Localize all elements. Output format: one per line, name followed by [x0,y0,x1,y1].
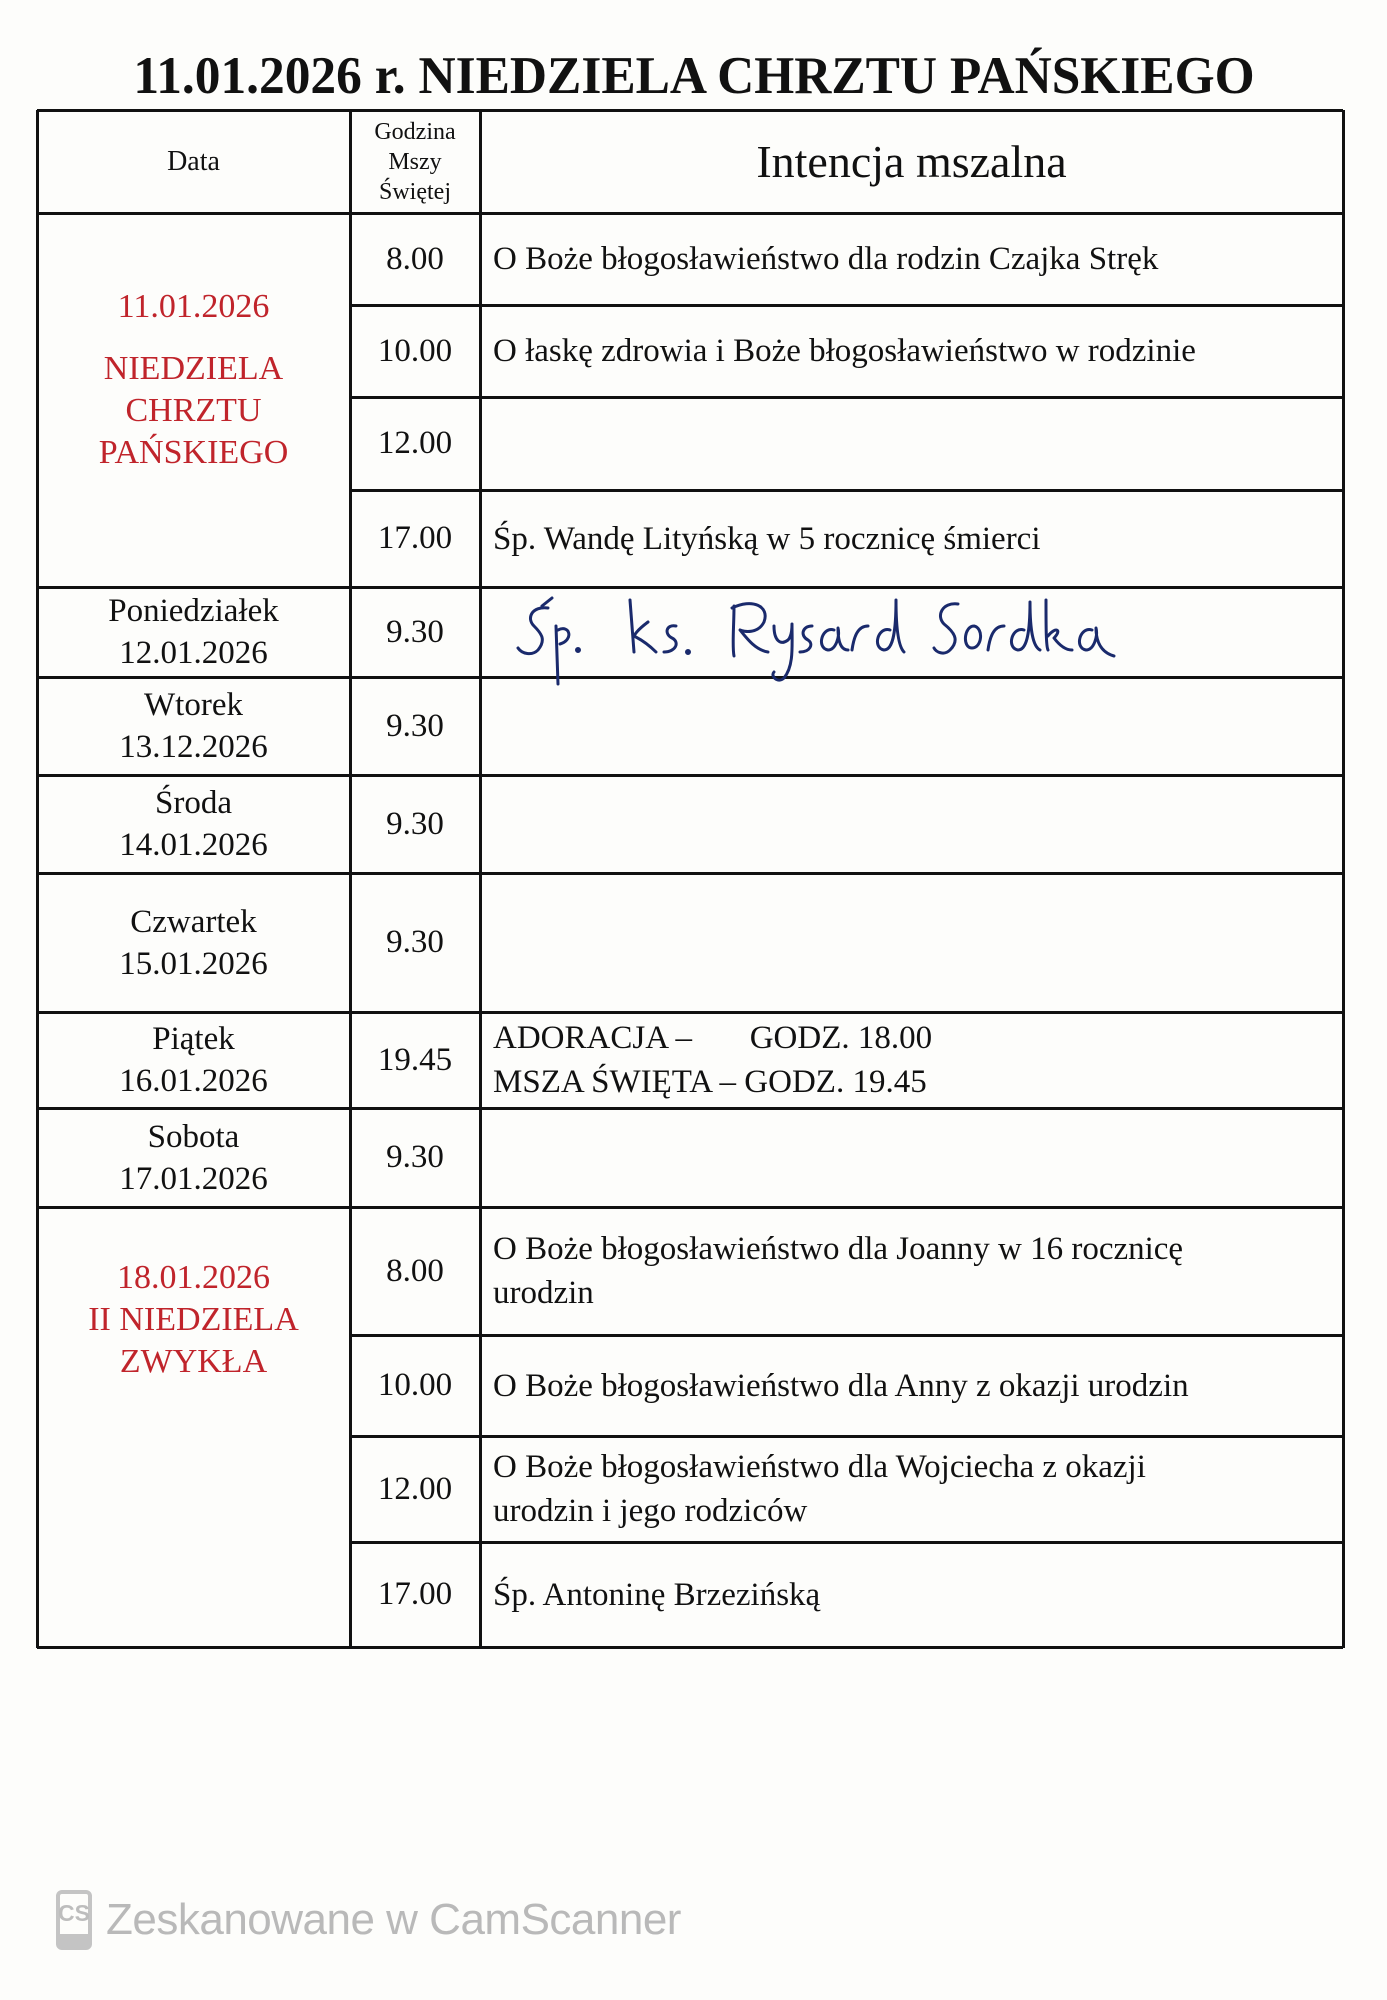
mass-intention [480,873,1343,1012]
mass-intention [480,305,1343,397]
mass-intention [480,1335,1343,1436]
intention-text [493,1227,1183,1315]
mass-time-value: 17.00 [377,1576,453,1612]
mass-intention [480,213,1343,305]
intention-text [493,237,1158,281]
camscanner-logo-text: CS [58,1900,90,1926]
day-label-line: Poniedziałek [108,593,279,629]
mass-time [350,213,480,305]
day-label-line: Wtorek [144,687,243,723]
intention-text [493,1364,1189,1408]
mass-time [350,1207,480,1335]
mass-intention [480,1542,1343,1647]
table-right-border [1342,110,1345,1648]
day-label-line: NIEDZIELA [103,350,284,387]
mass-time-value: 10.00 [377,1367,453,1403]
row-divider [350,1334,1343,1337]
mass-time-value: 12.00 [377,1470,453,1507]
row-divider [350,1541,1343,1544]
header-godzina-line: Mszy [388,148,442,175]
mass-time-value: 9.30 [386,613,444,650]
day-label-line: 15.01.2026 [119,945,268,982]
row-divider [350,304,1343,307]
header-intencja-label: Intencja mszalna [756,136,1067,187]
day-label-line: 17.01.2026 [119,1160,268,1197]
mass-time-value: 9.30 [386,924,444,960]
intention-line: Śp. Antoninę Brzezińską [493,1576,821,1613]
camscanner-logo-icon [56,1890,92,1950]
day-label-line: 11.01.2026 [117,288,270,325]
day-label-line: 18.01.2026 [117,1259,270,1296]
mass-time-value: 8.00 [386,1252,444,1289]
intention-line: MSZA ŚWIĘTA – GODZ. 19.45 [493,1064,927,1100]
column-divider [349,110,352,1648]
mass-time-value: 12.00 [377,425,453,461]
day-label-line: ZWYKŁA [119,1343,268,1380]
day-label-line: CHRZTU [125,392,262,429]
mass-time-value: 9.30 [386,707,444,744]
intention-line: Śp. Wandę Lityńską w 5 rocznicę śmierci [493,520,1041,557]
day-label-cell [37,775,350,873]
mass-time-value: 9.30 [386,805,444,842]
intention-text [493,1573,820,1617]
intention-text [493,329,1196,373]
mass-time-value: 17.00 [377,520,453,556]
intention-text [493,1016,932,1104]
mass-time [350,1012,480,1108]
header-intencja [480,110,1343,213]
mass-intention [480,490,1343,587]
day-label-cell [37,1012,350,1108]
mass-time [350,1436,480,1542]
handwritten-signature [512,596,1192,686]
mass-intention [480,1012,1343,1108]
header-godzina-line: Świętej [379,178,451,205]
day-label-line: 13.12.2026 [119,729,268,765]
day-label-cell [37,1207,350,1647]
header-data-label: Data [167,145,220,177]
column-divider [479,110,482,1648]
day-label-line: Środa [155,785,232,821]
mass-time-value: 10.00 [377,332,453,369]
page-title [0,44,1387,108]
intention-text [493,517,1041,561]
row-divider [350,396,1343,399]
mass-time-value: 8.00 [386,240,444,277]
row-divider [350,489,1343,492]
day-label-line: 14.01.2026 [119,827,268,863]
intention-line: O Boże błogosławieństwo dla Joanny w 16 rocznicę [493,1231,1184,1267]
header-bottom-border [37,212,1343,215]
intention-text [493,1445,1146,1533]
day-label-cell [37,213,350,587]
day-label-cell [37,873,350,1012]
mass-time [350,1542,480,1647]
page-title-text: 11.01.2026 r. NIEDZIELA CHRZTU PAŃSKIEGO [132,47,1255,105]
day-label-line: PAŃSKIEGO [98,434,289,471]
table-left-border [36,110,39,1648]
day-label-line: 12.01.2026 [119,635,268,671]
mass-time [350,873,480,1012]
day-label-line: Piątek [152,1021,235,1057]
mass-time-value: 19.45 [377,1041,453,1078]
mass-time [350,775,480,873]
intention-line: O łaskę zdrowia i Boże błogosławieństwo w rodzinie [493,333,1196,369]
watermark-text: Zeskanowane w CamScanner [106,1895,681,1944]
mass-intention [480,1207,1343,1335]
mass-time [350,397,480,490]
mass-intention [480,397,1343,490]
header-data [37,110,350,213]
mass-intention [480,677,1343,775]
mass-time [350,677,480,775]
intention-line: urodzin i jego rodziców [493,1493,808,1529]
day-label-line: II NIEDZIELA [88,1301,299,1338]
header-godzina [350,110,480,213]
day-label-line: 16.01.2026 [119,1063,268,1099]
day-label-cell [37,677,350,775]
header-godzina-line: Godzina [374,118,456,145]
day-label-line: Czwartek [130,903,257,940]
camscanner-watermark [56,1888,681,1952]
mass-time [350,305,480,397]
mass-time [350,1335,480,1436]
intention-line: ADORACJA – GODZ. 18.00 [493,1020,933,1056]
group-divider [37,1646,1343,1649]
table-top-border [37,109,1343,112]
mass-intention [480,1436,1343,1542]
mass-time-value: 9.30 [386,1139,444,1175]
day-label-cell [37,587,350,677]
row-divider [350,1435,1343,1438]
day-label-cell [37,1108,350,1207]
day-label-line: Sobota [147,1118,240,1155]
intention-line: O Boże błogosławieństwo dla Anny z okazji urodzin [493,1367,1189,1404]
intention-line: O Boże błogosławieństwo dla rodzin Czajka Stręk [493,241,1159,277]
intention-line: O Boże błogosławieństwo dla Wojciecha z okazji [493,1449,1146,1485]
mass-intention [480,1108,1343,1207]
mass-time [350,587,480,677]
intention-line: urodzin [493,1275,594,1311]
mass-intention [480,775,1343,873]
mass-time [350,490,480,587]
mass-time [350,1108,480,1207]
